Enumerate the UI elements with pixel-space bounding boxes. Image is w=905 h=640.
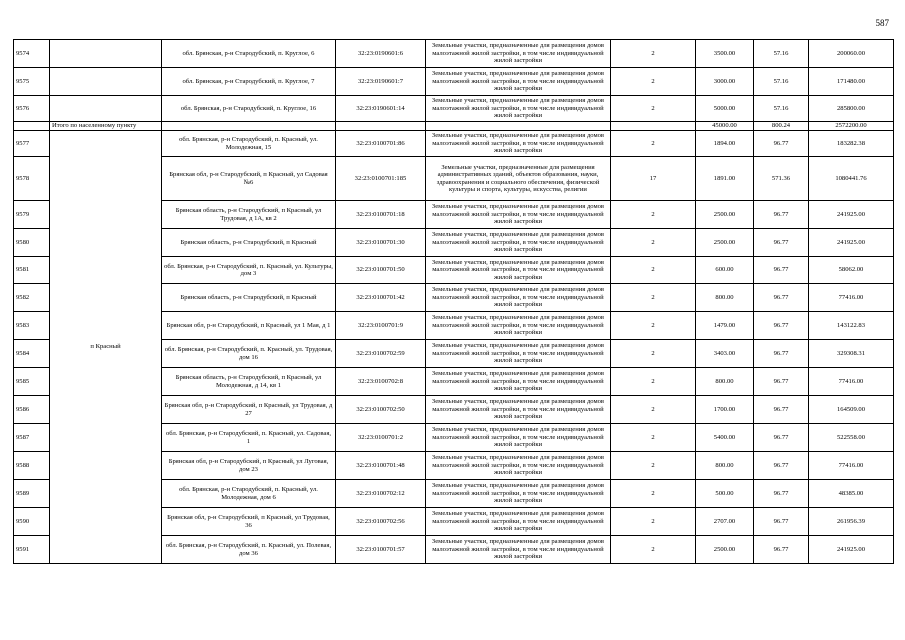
use-group-cell: 2 xyxy=(611,68,696,96)
total-row xyxy=(14,122,894,131)
address-cell: Брянская область, р-н Стародубский, п Красный, ул Трудовая, д 1А, кв 2 xyxy=(162,201,336,229)
cadastral-value-cell: 77416.00 xyxy=(809,452,894,480)
total-area-cell: 45000.00 xyxy=(696,122,754,131)
area-cell: 2500.00 xyxy=(696,536,754,564)
locality-cell xyxy=(50,40,162,68)
cadastral-value-cell: 200060.00 xyxy=(809,40,894,68)
area-cell: 1479.00 xyxy=(696,312,754,340)
use-group-cell: 2 xyxy=(611,131,696,157)
specific-value-cell: 96.77 xyxy=(754,201,809,229)
row-number-cell: 9582 xyxy=(14,284,50,312)
total-value-cell: 2572200.00 xyxy=(809,122,894,131)
specific-value-cell: 96.77 xyxy=(754,312,809,340)
use-group-cell: 2 xyxy=(611,424,696,452)
row-number-cell: 9580 xyxy=(14,229,50,257)
specific-value-cell: 96.77 xyxy=(754,131,809,157)
land-use-cell: Земельные участки, предназначенные для размещения домов малоэтажной жилой застройки, в том числе индивидуальной жилой застройки xyxy=(426,536,611,564)
cadastral-value-cell: 171480.00 xyxy=(809,68,894,96)
land-use-cell: Земельные участки, предназначенные для размещения домов малоэтажной жилой застройки, в том числе индивидуальной жилой застройки xyxy=(426,312,611,340)
use-group-cell: 2 xyxy=(611,340,696,368)
table-row xyxy=(14,40,894,68)
land-use-cell: Земельные участки, предназначенные для размещения домов малоэтажной жилой застройки, в том числе индивидуальной жилой застройки xyxy=(426,396,611,424)
specific-value-cell: 96.77 xyxy=(754,424,809,452)
area-cell: 3500.00 xyxy=(696,40,754,68)
cadastral-number-cell: 32:23:0100702:50 xyxy=(336,396,426,424)
address-cell: обл. Брянская, р-н Стародубский, п. Красный, ул. Культуры, дом 3 xyxy=(162,257,336,284)
cadastral-number-cell: 32:23:0100701:2 xyxy=(336,424,426,452)
use-group-cell: 2 xyxy=(611,480,696,508)
total-label-cell: Итого по населенному пункту xyxy=(50,122,162,131)
cadastral-number-cell: 32:23:0100701:50 xyxy=(336,257,426,284)
land-use-cell: Земельные участки, предназначенные для размещения домов малоэтажной жилой застройки, в том числе индивидуальной жилой застройки xyxy=(426,284,611,312)
use-group-cell: 2 xyxy=(611,508,696,536)
cadastral-number-cell: 32:23:0100701:185 xyxy=(336,157,426,201)
row-number-cell: 9584 xyxy=(14,340,50,368)
cadastral-value-cell: 48385.00 xyxy=(809,480,894,508)
cadastral-number-cell: 32:23:0190601:6 xyxy=(336,40,426,68)
cadastral-value-cell: 241925.00 xyxy=(809,229,894,257)
cadastral-value-cell: 241925.00 xyxy=(809,536,894,564)
specific-value-cell: 96.77 xyxy=(754,257,809,284)
address-cell: обл. Брянская, р-н Стародубский, п. Красный, ул. Садовая, 1 xyxy=(162,424,336,452)
area-cell: 5400.00 xyxy=(696,424,754,452)
address-cell: обл. Брянская, р-н Стародубский, п. Красный, ул. Молодежная, 15 xyxy=(162,131,336,157)
specific-value-cell: 57.16 xyxy=(754,96,809,122)
cadastral-number-cell: 32:23:0100702:56 xyxy=(336,508,426,536)
address-cell: Брянская обл, р-н Стародубский, п Красный, ул Трудовая, д 27 xyxy=(162,396,336,424)
land-use-cell: Земельные участки, предназначенные для размещения административных зданий, объектов образования, науки, здравоохранения и социального обеспечения, физической культуры и спорта, культуры, искусства, религии xyxy=(426,157,611,201)
land-use-cell: Земельные участки, предназначенные для размещения домов малоэтажной жилой застройки, в том числе индивидуальной жилой застройки xyxy=(426,480,611,508)
row-number-cell: 9581 xyxy=(14,257,50,284)
cadastral-number-cell: 32:23:0190601:7 xyxy=(336,68,426,96)
locality-cell xyxy=(50,96,162,122)
use-group-cell: 2 xyxy=(611,452,696,480)
specific-value-cell: 96.77 xyxy=(754,368,809,396)
specific-value-cell: 57.16 xyxy=(754,40,809,68)
address-cell: обл. Брянская, р-н Стародубский, п. Красный, ул. Полевая, дом 36 xyxy=(162,536,336,564)
row-number-cell: 9587 xyxy=(14,424,50,452)
cadastral-value-cell: 1080441.76 xyxy=(809,157,894,201)
cadastral-number-cell: 32:23:0100701:57 xyxy=(336,536,426,564)
land-use-cell: Земельные участки, предназначенные для размещения домов малоэтажной жилой застройки, в том числе индивидуальной жилой застройки xyxy=(426,424,611,452)
specific-value-cell: 96.77 xyxy=(754,284,809,312)
land-use-cell: Земельные участки, предназначенные для размещения домов малоэтажной жилой застройки, в том числе индивидуальной жилой застройки xyxy=(426,340,611,368)
area-cell: 2707.00 xyxy=(696,508,754,536)
row-number-cell: 9579 xyxy=(14,201,50,229)
page-number: 587 xyxy=(875,18,889,28)
total-empty-cell xyxy=(426,122,611,131)
specific-value-cell: 96.77 xyxy=(754,480,809,508)
use-group-cell: 2 xyxy=(611,312,696,340)
address-cell: обл. Брянская, р-н Стародубский, п. Круглое, 7 xyxy=(162,68,336,96)
address-cell: Брянская область, р-н Стародубский, п Красный xyxy=(162,229,336,257)
total-empty-cell xyxy=(14,122,50,131)
specific-value-cell: 96.77 xyxy=(754,229,809,257)
land-use-cell: Земельные участки, предназначенные для размещения домов малоэтажной жилой застройки, в том числе индивидуальной жилой застройки xyxy=(426,257,611,284)
specific-value-cell: 96.77 xyxy=(754,396,809,424)
cadastral-value-cell: 241925.00 xyxy=(809,201,894,229)
cadastral-value-cell: 77416.00 xyxy=(809,368,894,396)
address-cell: Брянская обл, р-н Стародубский, п Красный, ул 1 Мая, д 1 xyxy=(162,312,336,340)
area-cell: 3000.00 xyxy=(696,68,754,96)
use-group-cell: 2 xyxy=(611,96,696,122)
use-group-cell: 2 xyxy=(611,229,696,257)
cadastral-number-cell: 32:23:0100701:18 xyxy=(336,201,426,229)
area-cell: 2500.00 xyxy=(696,201,754,229)
land-use-cell: Земельные участки, предназначенные для размещения домов малоэтажной жилой застройки, в том числе индивидуальной жилой застройки xyxy=(426,96,611,122)
table-row xyxy=(14,131,894,157)
locality-cell: п Красный xyxy=(50,131,162,564)
specific-value-cell: 96.77 xyxy=(754,536,809,564)
total-empty-cell xyxy=(162,122,336,131)
cadastral-number-cell: 32:23:0100701:48 xyxy=(336,452,426,480)
specific-value-cell: 57.16 xyxy=(754,68,809,96)
use-group-cell: 2 xyxy=(611,201,696,229)
row-number-cell: 9583 xyxy=(14,312,50,340)
cadastral-value-cell: 164509.00 xyxy=(809,396,894,424)
use-group-cell: 2 xyxy=(611,396,696,424)
cadastral-value-table xyxy=(13,39,894,564)
land-use-cell: Земельные участки, предназначенные для размещения домов малоэтажной жилой застройки, в том числе индивидуальной жилой застройки xyxy=(426,68,611,96)
area-cell: 3403.00 xyxy=(696,340,754,368)
row-number-cell: 9588 xyxy=(14,452,50,480)
row-number-cell: 9577 xyxy=(14,131,50,157)
specific-value-cell: 96.77 xyxy=(754,508,809,536)
total-empty-cell xyxy=(611,122,696,131)
cadastral-value-cell: 77416.00 xyxy=(809,284,894,312)
land-use-cell: Земельные участки, предназначенные для размещения домов малоэтажной жилой застройки, в том числе индивидуальной жилой застройки xyxy=(426,368,611,396)
cadastral-number-cell: 32:23:0100701:9 xyxy=(336,312,426,340)
locality-cell xyxy=(50,68,162,96)
cadastral-number-cell: 32:23:0190601:14 xyxy=(336,96,426,122)
use-group-cell: 2 xyxy=(611,536,696,564)
area-cell: 1894.00 xyxy=(696,131,754,157)
use-group-cell: 2 xyxy=(611,257,696,284)
use-group-cell: 2 xyxy=(611,368,696,396)
area-cell: 800.00 xyxy=(696,284,754,312)
address-cell: обл. Брянская, р-н Стародубский, п. Круглое, 16 xyxy=(162,96,336,122)
specific-value-cell: 571.36 xyxy=(754,157,809,201)
cadastral-value-cell: 261956.39 xyxy=(809,508,894,536)
row-number-cell: 9576 xyxy=(14,96,50,122)
cadastral-number-cell: 32:23:0100702:12 xyxy=(336,480,426,508)
cadastral-value-cell: 183282.38 xyxy=(809,131,894,157)
land-use-cell: Земельные участки, предназначенные для размещения домов малоэтажной жилой застройки, в том числе индивидуальной жилой застройки xyxy=(426,201,611,229)
cadastral-value-cell: 58062.00 xyxy=(809,257,894,284)
specific-value-cell: 96.77 xyxy=(754,340,809,368)
use-group-cell: 2 xyxy=(611,40,696,68)
cadastral-value-cell: 285800.00 xyxy=(809,96,894,122)
specific-value-cell: 96.77 xyxy=(754,452,809,480)
row-number-cell: 9575 xyxy=(14,68,50,96)
row-number-cell: 9585 xyxy=(14,368,50,396)
address-cell: Брянская обл, р-н Стародубский, п Красный, ул Луговая, дом 23 xyxy=(162,452,336,480)
area-cell: 1891.00 xyxy=(696,157,754,201)
table-row xyxy=(14,68,894,96)
row-number-cell: 9586 xyxy=(14,396,50,424)
cadastral-number-cell: 32:23:0100701:42 xyxy=(336,284,426,312)
cadastral-value-cell: 522558.00 xyxy=(809,424,894,452)
area-cell: 5000.00 xyxy=(696,96,754,122)
area-cell: 800.00 xyxy=(696,368,754,396)
address-cell: Брянская область, р-н Стародубский, п Красный, ул Молодежная, д 14, кв 1 xyxy=(162,368,336,396)
address-cell: обл. Брянская, р-н Стародубский, п. Круглое, 6 xyxy=(162,40,336,68)
area-cell: 800.00 xyxy=(696,452,754,480)
row-number-cell: 9591 xyxy=(14,536,50,564)
area-cell: 1700.00 xyxy=(696,396,754,424)
land-use-cell: Земельные участки, предназначенные для размещения домов малоэтажной жилой застройки, в том числе индивидуальной жилой застройки xyxy=(426,40,611,68)
table-row xyxy=(14,96,894,122)
area-cell: 600.00 xyxy=(696,257,754,284)
total-rate-cell: 800.24 xyxy=(754,122,809,131)
use-group-cell: 17 xyxy=(611,157,696,201)
cadastral-value-cell: 143122.83 xyxy=(809,312,894,340)
cadastral-number-cell: 32:23:0100702:8 xyxy=(336,368,426,396)
address-cell: обл. Брянская, р-н Стародубский, п. Красный, ул. Трудовая, дом 16 xyxy=(162,340,336,368)
cadastral-number-cell: 32:23:0100701:30 xyxy=(336,229,426,257)
address-cell: Брянская область, р-н Стародубский, п Красный xyxy=(162,284,336,312)
total-empty-cell xyxy=(336,122,426,131)
cadastral-number-cell: 32:23:0100702:59 xyxy=(336,340,426,368)
address-cell: Брянская обл, р-н Стародубский, п Красный, ул Садовая №6 xyxy=(162,157,336,201)
use-group-cell: 2 xyxy=(611,284,696,312)
land-use-cell: Земельные участки, предназначенные для размещения домов малоэтажной жилой застройки, в том числе индивидуальной жилой застройки xyxy=(426,229,611,257)
land-use-cell: Земельные участки, предназначенные для размещения домов малоэтажной жилой застройки, в том числе индивидуальной жилой застройки xyxy=(426,131,611,157)
row-number-cell: 9589 xyxy=(14,480,50,508)
area-cell: 2500.00 xyxy=(696,229,754,257)
row-number-cell: 9590 xyxy=(14,508,50,536)
land-use-cell: Земельные участки, предназначенные для размещения домов малоэтажной жилой застройки, в том числе индивидуальной жилой застройки xyxy=(426,452,611,480)
cadastral-number-cell: 32:23:0100701:86 xyxy=(336,131,426,157)
land-use-cell: Земельные участки, предназначенные для размещения домов малоэтажной жилой застройки, в том числе индивидуальной жилой застройки xyxy=(426,508,611,536)
row-number-cell: 9578 xyxy=(14,157,50,201)
address-cell: обл. Брянская, р-н Стародубский, п. Красный, ул. Молодежная, дом 6 xyxy=(162,480,336,508)
address-cell: Брянская обл, р-н Стародубский, п Красный, ул Трудовая, 36 xyxy=(162,508,336,536)
area-cell: 500.00 xyxy=(696,480,754,508)
row-number-cell: 9574 xyxy=(14,40,50,68)
cadastral-value-cell: 329308.31 xyxy=(809,340,894,368)
